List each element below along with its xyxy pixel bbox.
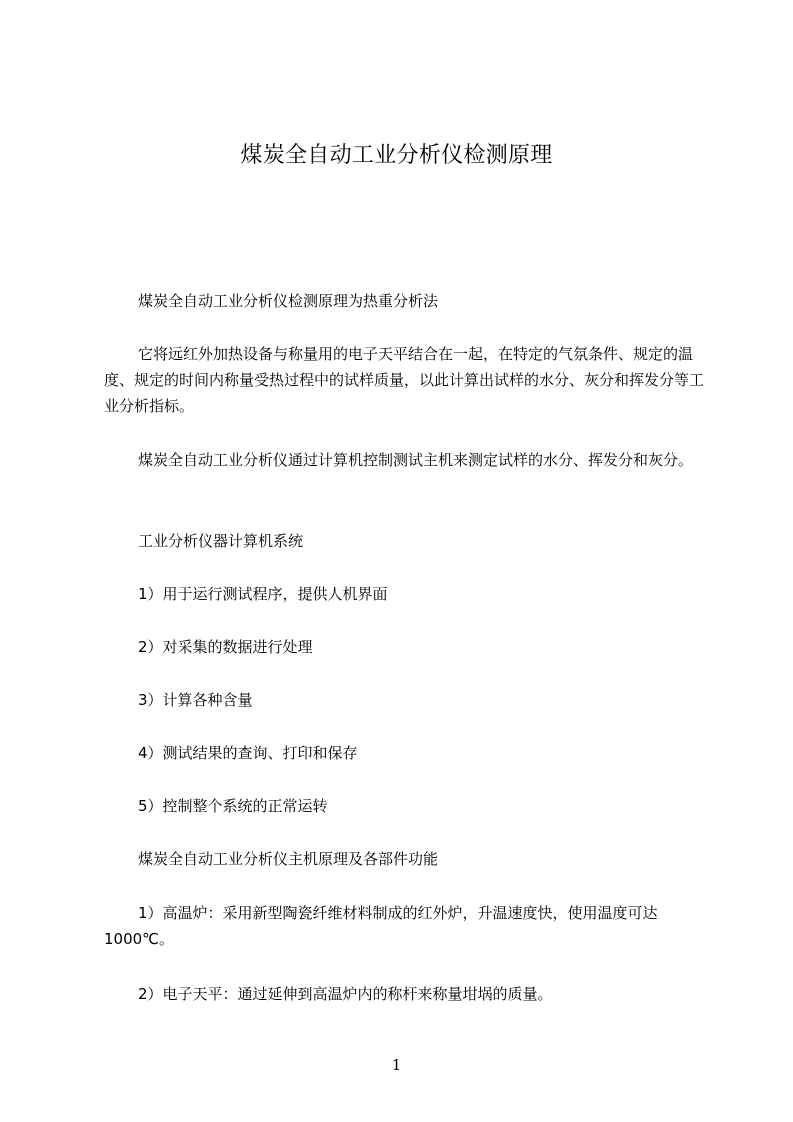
- section-heading-computer-system: 工业分析仪器计算机系统: [138, 532, 304, 550]
- list-item-3: 3）计算各种含量: [138, 691, 253, 709]
- list-item-2: 2）对采集的数据进行处理: [138, 638, 313, 656]
- page-number: 1: [391, 1056, 402, 1074]
- paragraph-computer-control: 煤炭全自动工业分析仪通过计算机控制测试主机来测定试样的水分、挥发分和灰分。: [138, 451, 694, 469]
- section-heading-host-components: 煤炭全自动工业分析仪主机原理及各部件功能: [138, 850, 439, 868]
- component-item-balance: 2）电子天平：通过延伸到高温炉内的称杆来称量坩埚的质量。: [138, 985, 553, 1003]
- paragraph-principle-description: 它将远红外加热设备与称量用的电子天平结合在一起，在特定的气氛条件、规定的温度、规定的时间内称量受热过程中的试样质量，以此计算出试样的水分、灰分和挥发分等工业分析指标。: [104, 345, 705, 415]
- list-item-5: 5）控制整个系统的正常运转: [138, 797, 328, 815]
- list-item-4: 4）测试结果的查询、打印和保存: [138, 744, 358, 762]
- paragraph-principle-heading: 煤炭全自动工业分析仪检测原理为热重分析法: [138, 292, 439, 310]
- document-title: 煤炭全自动工业分析仪检测原理: [240, 143, 553, 168]
- list-item-1: 1）用于运行测试程序，提供人机界面: [138, 585, 388, 603]
- component-item-furnace: 1）高温炉：采用新型陶瓷纤维材料制成的红外炉，升温速度快，使用温度可达1000℃。: [104, 904, 658, 948]
